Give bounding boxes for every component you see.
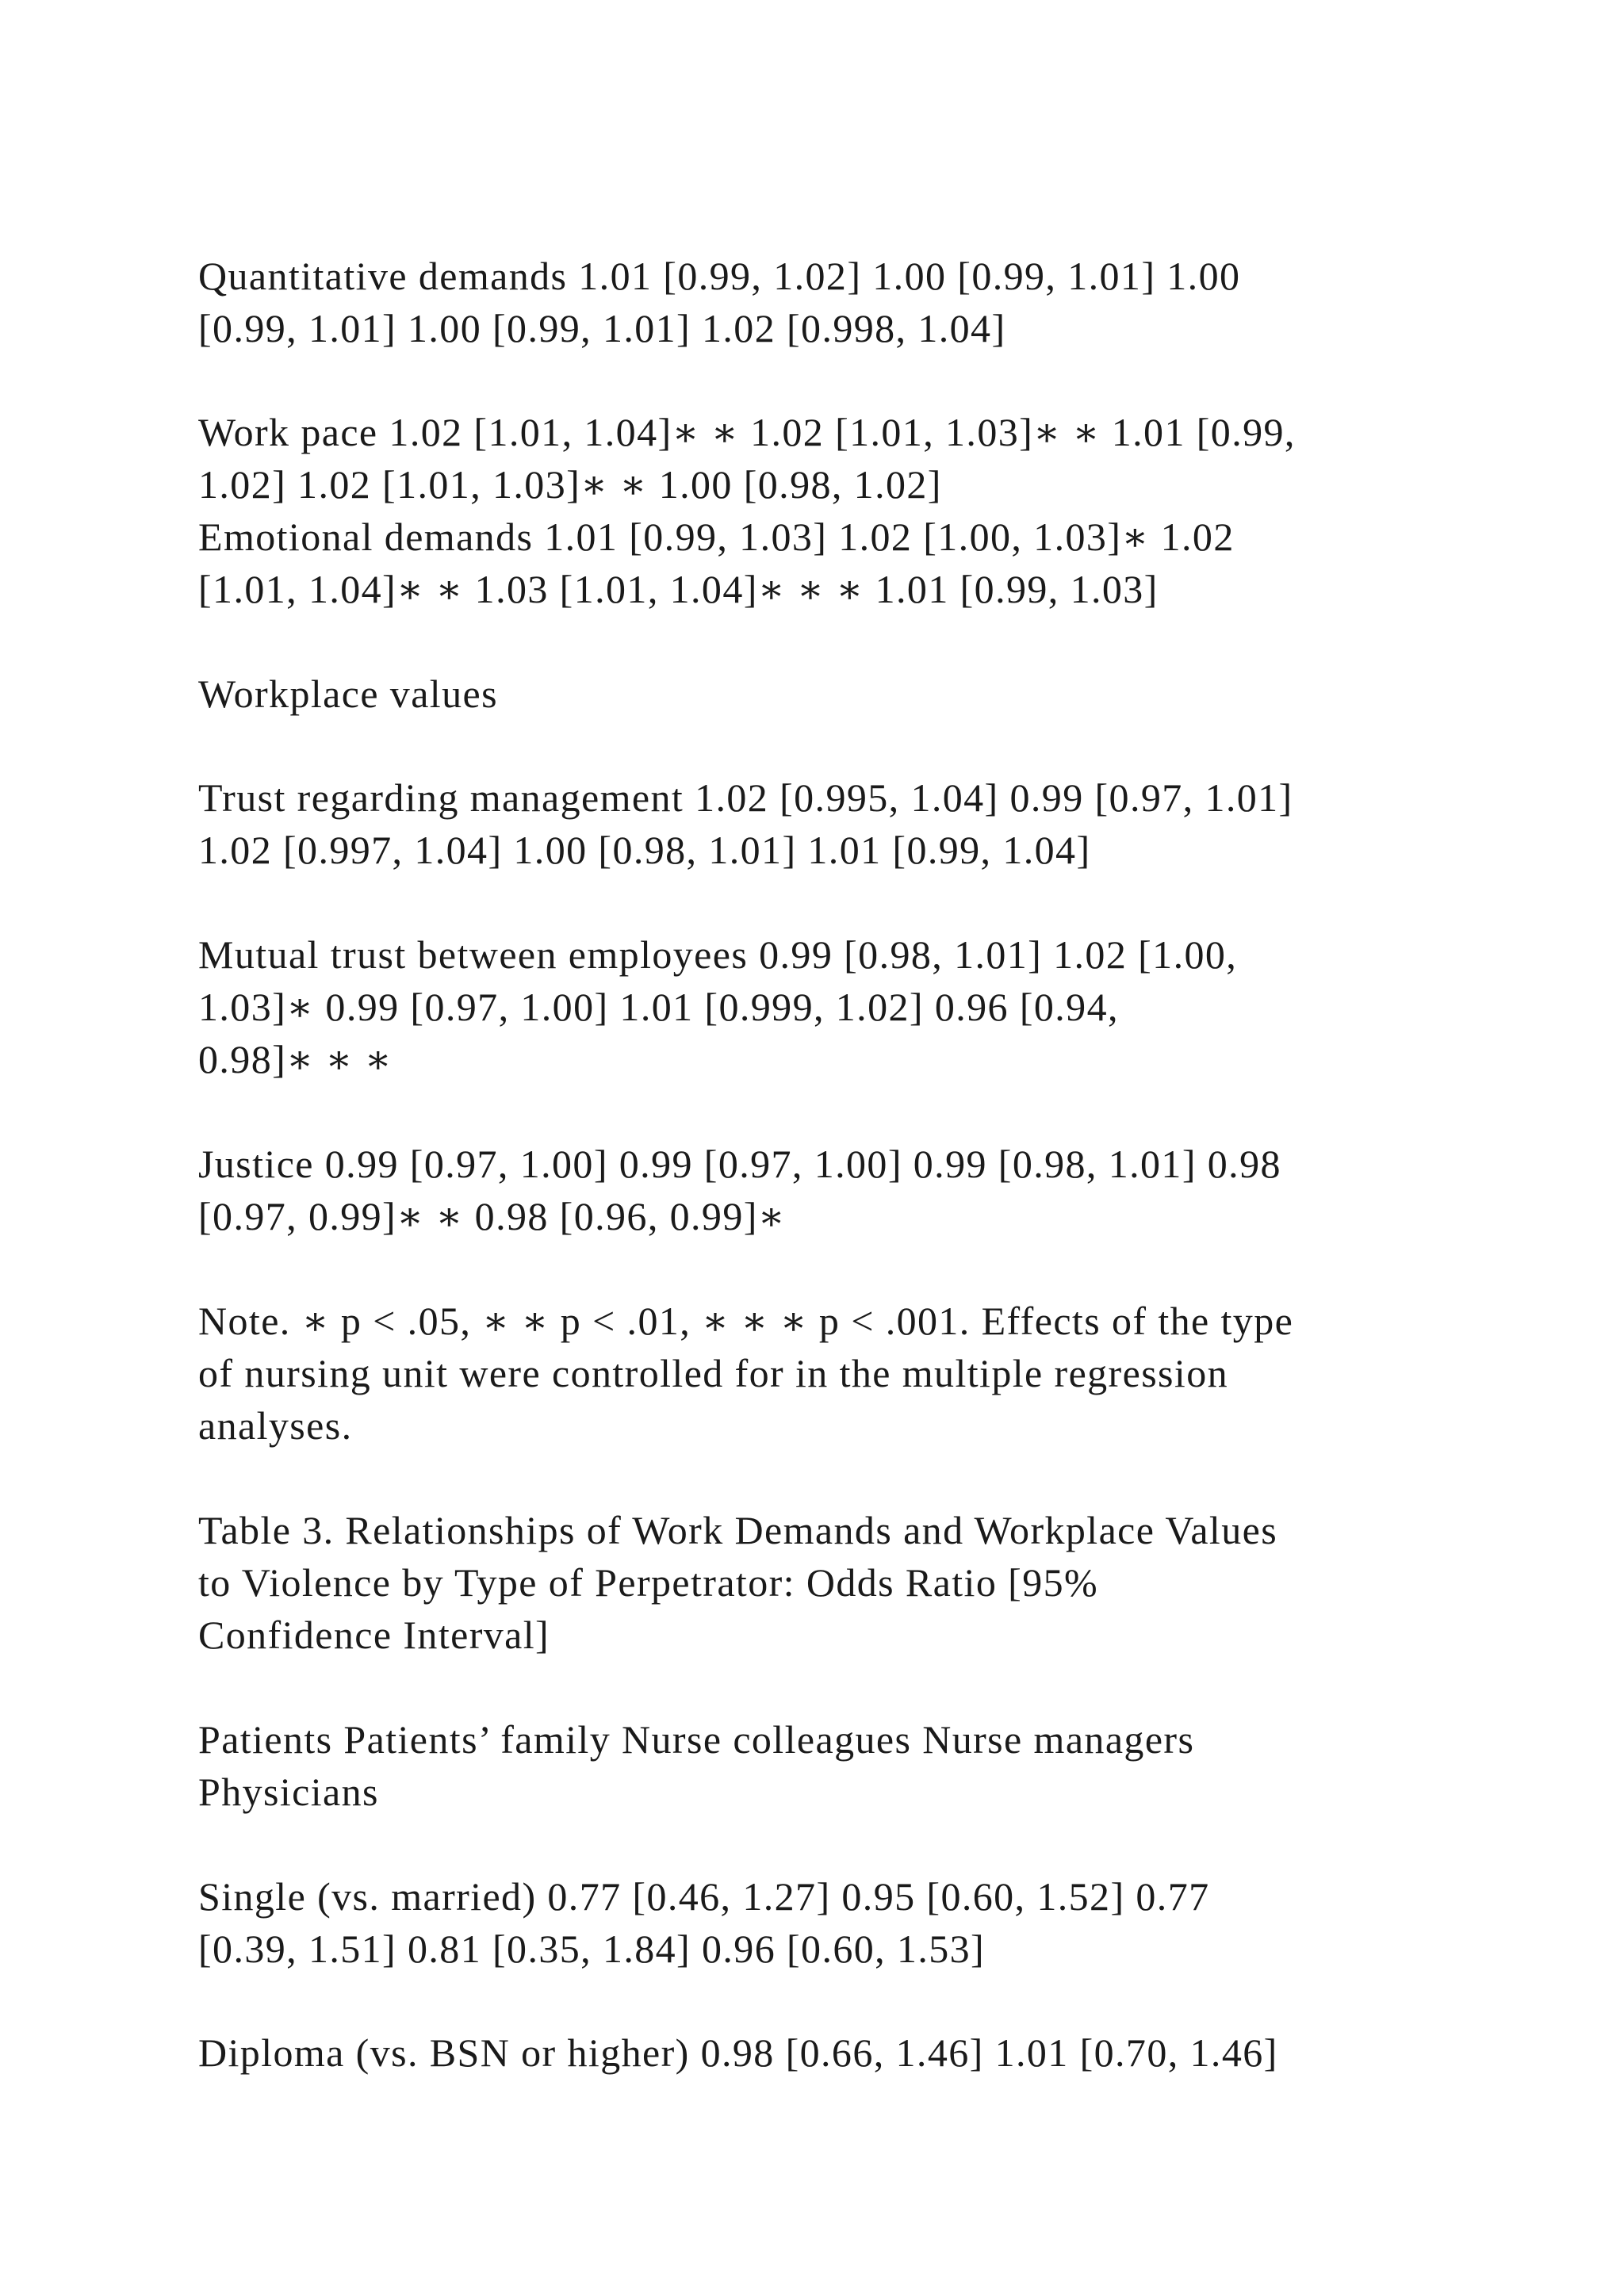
text-line: Note. ∗ p < .05, ∗ ∗ p < .01, ∗ ∗ ∗ p < .001. Effects of the type xyxy=(198,1299,1294,1343)
paragraph-work-pace-emotional-demands xyxy=(198,406,1467,615)
text-line: analyses. xyxy=(198,1403,353,1448)
paragraph-table-note xyxy=(198,1295,1467,1452)
text-line: 1.02] 1.02 [1.01, 1.03]∗ ∗ 1.00 [0.98, 1.02] xyxy=(198,462,942,507)
text-line: 0.98]∗ ∗ ∗ xyxy=(198,1037,393,1081)
paragraph-table-3-caption xyxy=(198,1504,1467,1661)
paragraph-mutual-trust xyxy=(198,928,1467,1085)
text-line: to Violence by Type of Perpetrator: Odds Ratio [95% xyxy=(198,1560,1099,1605)
text-line: [0.97, 0.99]∗ ∗ 0.98 [0.96, 0.99]∗ xyxy=(198,1194,787,1238)
text-line: [0.39, 1.51] 0.81 [0.35, 1.84] 0.96 [0.60, 1.53] xyxy=(198,1927,986,1971)
text-line: Quantitative demands 1.01 [0.99, 1.02] 1.00 [0.99, 1.01] 1.00 xyxy=(198,254,1241,298)
paragraph-single-vs-married xyxy=(198,1870,1467,1975)
paragraph-trust-management xyxy=(198,771,1467,876)
text-line: Single (vs. married) 0.77 [0.46, 1.27] 0.95 [0.60, 1.52] 0.77 xyxy=(198,1874,1210,1919)
paragraph-quantitative-demands xyxy=(198,250,1467,354)
text-line: of nursing unit were controlled for in the multiple regression xyxy=(198,1351,1229,1395)
paragraph-justice xyxy=(198,1138,1467,1242)
text-line: Mutual trust between employees 0.99 [0.98, 1.01] 1.02 [1.00, xyxy=(198,932,1238,977)
paragraph-diploma-vs-bsn xyxy=(198,2026,1467,2079)
text-line: Patients Patients’ family Nurse colleagues Nurse managers xyxy=(198,1717,1195,1762)
text-line: Confidence Interval] xyxy=(198,1613,550,1657)
text-line: 1.02 [0.997, 1.04] 1.00 [0.98, 1.01] 1.01 [0.99, 1.04] xyxy=(198,828,1091,872)
text-line: Diploma (vs. BSN or higher) 0.98 [0.66, 1.46] 1.01 [0.70, 1.46] xyxy=(198,2030,1278,2075)
text-line: Emotional demands 1.01 [0.99, 1.03] 1.02 [1.00, 1.03]∗ 1.02 xyxy=(198,515,1235,559)
text-line: Work pace 1.02 [1.01, 1.04]∗ ∗ 1.02 [1.01, 1.03]∗ ∗ 1.01 [0.99, xyxy=(198,410,1296,454)
text-line: 1.03]∗ 0.99 [0.97, 1.00] 1.01 [0.999, 1.02] 0.96 [0.94, xyxy=(198,985,1119,1029)
paragraph-table-column-headers xyxy=(198,1713,1467,1818)
section-heading: Workplace values xyxy=(198,672,498,716)
text-line: Physicians xyxy=(198,1770,379,1814)
paragraph-workplace-values-heading xyxy=(198,668,1467,720)
text-line: Table 3. Relationships of Work Demands and Workplace Values xyxy=(198,1508,1278,1552)
text-line: Justice 0.99 [0.97, 1.00] 0.99 [0.97, 1.00] 0.99 [0.98, 1.01] 0.98 xyxy=(198,1142,1281,1186)
text-line: [0.99, 1.01] 1.00 [0.99, 1.01] 1.02 [0.998, 1.04] xyxy=(198,306,1006,350)
text-line: [1.01, 1.04]∗ ∗ 1.03 [1.01, 1.04]∗ ∗ ∗ 1.01 [0.99, 1.03] xyxy=(198,567,1159,611)
text-line: Trust regarding management 1.02 [0.995, 1.04] 0.99 [0.97, 1.01] xyxy=(198,775,1293,820)
